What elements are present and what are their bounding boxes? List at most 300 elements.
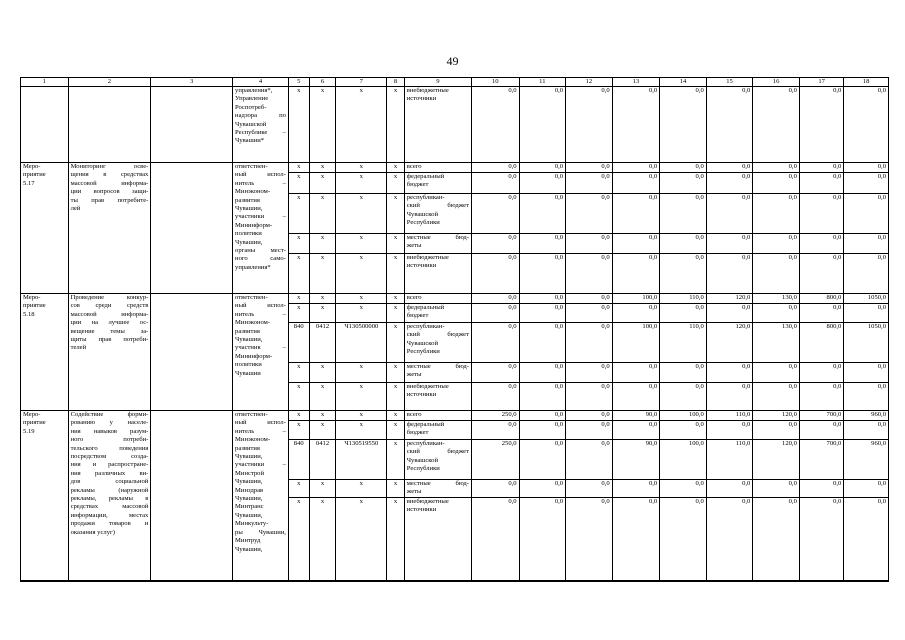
value-cell: 0,0 [753,363,800,383]
executor-cell-line: Минэконом- [235,188,271,196]
column-number: 7 [336,78,387,87]
value-cell: 0,0 [753,194,800,234]
value-cell: 0,0 [844,363,889,383]
value-cell: 0,0 [753,383,800,411]
measure-label-line: Меро- [23,163,41,170]
measure-name-line: вещение темы за- [70,327,149,335]
value-cell: 0,0 [844,383,889,411]
source-cell [404,194,471,234]
code-cell: x [288,411,309,421]
source-cell-line: федеральный [406,173,445,180]
measure-name-line: ния навыков разум- [70,427,149,435]
table-bottom-rule [20,581,889,582]
source-cell [404,173,471,194]
measure-name-line: ции на лучшее ос- [70,319,149,327]
value-cell: 1050,0 [844,323,889,363]
executor-cell-line: Минстрой [235,469,264,477]
value-cell: 0,0 [844,163,889,173]
code-cell: x [387,498,405,581]
value-cell: 0,0 [471,421,519,440]
table-row [21,163,889,173]
column-number: 5 [288,78,309,87]
value-cell: 0,0 [612,163,660,173]
source-cell-line: всего [406,294,422,301]
measure-name-line: оказания услуг) [70,528,115,536]
value-cell: 0,0 [660,194,707,234]
executor-cell-line: ный испол- [235,171,286,179]
measure-name-line: посредством созда- [70,453,149,461]
source-cell-line: всего [406,411,422,418]
value-cell: 0,0 [844,173,889,194]
x-cell: x [309,87,336,163]
blank-cell [68,87,151,163]
measure-label-line: 5.19 [23,427,35,435]
value-cell: 0,0 [706,480,753,498]
code-cell: x [387,173,405,194]
value-cell: 0,0 [471,498,519,581]
value-cell: 0,0 [471,234,519,254]
code-cell: x [288,498,309,581]
value-cell: 100,0 [612,294,660,304]
code-cell: x [387,254,405,294]
value-cell: 0,0 [519,421,566,440]
measure-name-line: Содействие форми- [70,411,149,418]
value-cell: 0,0 [844,421,889,440]
value-cell: 0,0 [612,173,660,194]
executor-cell-line: Минэконом- [235,436,271,444]
value-cell: 250,0 [471,411,519,421]
column-number: 15 [706,78,753,87]
value-cell: 0,0 [612,383,660,411]
code-cell: 0412 [309,440,336,480]
executor-cell [233,294,289,411]
value-cell: 130,0 [753,294,800,304]
executor-cell-line: органы мест- [235,247,286,255]
measure-name-line: ции вопросов защи- [70,188,149,196]
value-cell: 110,0 [660,294,707,304]
value-cell: 0,0 [566,498,613,581]
value-cell: 0,0 [471,194,519,234]
page-number: 49 [446,54,459,68]
code-cell: x [387,421,405,440]
value-cell: 0,0 [844,194,889,234]
executor-cell-line: Минтруд [235,537,261,545]
source-cell-line: бюджет [406,312,429,320]
column-number-row [21,78,889,87]
value-cell: 0,0 [660,87,707,163]
measure-name-line: щиты прав потреби- [70,336,149,344]
code-cell: x [336,294,387,304]
value-cell: 960,0 [844,411,889,421]
executor-cell-line: Минкульту- [235,520,269,528]
code-cell: x [288,234,309,254]
value-cell: 100,0 [612,323,660,363]
value-cell: 0,0 [660,421,707,440]
continuation-row [21,87,889,163]
value-cell: 0,0 [519,383,566,411]
source-cell-line: жеты [406,488,422,496]
executor-cell-line: Управление [235,95,269,103]
value-cell: 0,0 [566,411,613,421]
code-cell: x [309,173,336,194]
column-number: 4 [233,78,289,87]
value-cell: 0,0 [566,323,613,363]
code-cell: 0412 [309,323,336,363]
column-number: 17 [799,78,843,87]
measure-name-line: щения в средствах [70,171,149,179]
code-cell: x [387,304,405,323]
value-cell: 960,0 [844,440,889,480]
measure-name [68,411,151,581]
measure-label [21,294,69,411]
executor-cell-line: Чувашской [235,120,267,128]
value-cell: 100,0 [660,411,707,421]
source-cell [404,498,471,581]
executor-cell-line: Мининформ- [235,221,273,229]
value-cell: 0,0 [566,440,613,480]
code-cell: x [387,363,405,383]
value-cell: 0,0 [844,87,889,163]
measure-name [68,294,151,411]
source-cell [404,87,471,163]
executor-cell [233,87,289,163]
value-cell: 0,0 [519,480,566,498]
value-cell: 0,0 [566,383,613,411]
source-cell-line: местные бюд- [406,234,469,241]
executor-cell [233,163,289,294]
value-cell: 120,0 [706,323,753,363]
executor-cell-line: Минэконом- [235,319,271,327]
column-number: 6 [309,78,336,87]
source-cell [404,254,471,294]
executor-cell-line: надзора по [235,112,286,120]
measure-name-line: массовой информа- [70,310,149,318]
x-cell: x [288,87,309,163]
value-cell: 0,0 [753,234,800,254]
value-cell: 0,0 [471,163,519,173]
value-cell: 0,0 [519,194,566,234]
value-cell: 0,0 [519,87,566,163]
source-cell-line: ский бюджет [406,331,469,339]
value-cell: 700,0 [799,411,843,421]
value-cell: 0,0 [799,163,843,173]
code-cell: Ч130500000 [336,323,387,363]
value-cell: 250,0 [471,440,519,480]
source-cell [404,323,471,363]
source-cell-line: бюджет [406,181,429,189]
executor-cell-line: Чувашии, [235,336,263,344]
source-cell-line: источники [406,95,437,103]
source-cell-line: внебюджетные [406,383,449,390]
value-cell: 800,0 [799,294,843,304]
value-cell: 0,0 [471,480,519,498]
value-cell: 800,0 [799,323,843,363]
executor-cell-line: политики [235,230,262,238]
value-cell: 90,0 [612,440,660,480]
value-cell: 110,0 [706,440,753,480]
measure-name-line: ния различных ви- [70,469,149,477]
executor-cell-line: политики [235,361,262,369]
code-cell: x [309,234,336,254]
column-number: 14 [660,78,707,87]
value-cell: 0,0 [519,498,566,581]
value-cell: 700,0 [799,440,843,480]
value-cell: 0,0 [612,254,660,294]
source-cell-line: федеральный [406,304,445,311]
column-number: 10 [471,78,519,87]
code-cell: x [336,163,387,173]
code-cell: 840 [288,440,309,480]
value-cell: 0,0 [753,421,800,440]
executor-cell-line: ный испол- [235,302,286,310]
code-cell: x [336,421,387,440]
source-cell-line: федеральный [406,421,445,428]
code-cell: x [288,254,309,294]
code-cell: x [288,480,309,498]
value-cell: 0,0 [519,163,566,173]
value-cell: 120,0 [706,294,753,304]
executor-cell-line: Чувашии [235,369,261,377]
executor-cell-line: ответствен- [235,294,268,301]
value-cell: 0,0 [519,363,566,383]
column-number: 12 [566,78,613,87]
source-cell-line: Чувашской [406,210,438,218]
code-cell: x [288,383,309,411]
column-number: 13 [612,78,660,87]
source-cell-line: бюджет [406,429,429,437]
value-cell: 0,0 [660,163,707,173]
code-cell: x [309,363,336,383]
code-cell: x [309,498,336,581]
measure-name-line: Мониторинг осве- [70,163,149,170]
value-cell: 0,0 [660,383,707,411]
value-cell: 110,0 [706,411,753,421]
code-cell: x [336,304,387,323]
value-cell: 0,0 [799,480,843,498]
table-row [21,294,889,304]
blank-cell [21,87,69,163]
value-cell: 0,0 [566,363,613,383]
value-cell: 0,0 [706,173,753,194]
source-cell-line: Республики [406,219,440,227]
code-cell: Ч130519550 [336,440,387,480]
measure-name-line: информации, местах [70,511,149,519]
executor-cell-line: нитель – [235,310,286,318]
code-cell: x [288,421,309,440]
measure-name-line: рекламы, рекламы в [70,495,149,503]
measure-label-line: Меро- [23,294,41,301]
value-cell: 0,0 [566,163,613,173]
code-cell: x [387,323,405,363]
code-cell: x [387,234,405,254]
value-cell: 0,0 [519,323,566,363]
measure-name-line: средствах массовой [70,503,149,511]
value-cell: 0,0 [706,87,753,163]
value-cell: 100,0 [660,440,707,480]
source-cell [404,294,471,304]
code-cell: x [288,163,309,173]
source-cell [404,440,471,480]
source-cell-line: Республики [406,465,440,473]
source-cell [404,234,471,254]
code-cell: x [288,194,309,234]
code-cell: x [309,254,336,294]
value-cell: 0,0 [753,480,800,498]
blank-cell [151,411,233,581]
value-cell: 0,0 [566,254,613,294]
source-cell-line: внебюджетные [406,87,449,94]
value-cell: 90,0 [612,411,660,421]
value-cell: 0,0 [566,421,613,440]
value-cell: 0,0 [844,480,889,498]
code-cell: x [387,383,405,411]
value-cell: 0,0 [660,498,707,581]
value-cell: 0,0 [706,254,753,294]
value-cell: 0,0 [471,363,519,383]
source-cell-line: республикан- [406,440,445,447]
source-cell-line: источники [406,391,437,399]
value-cell: 0,0 [706,304,753,323]
executor-cell-line: управления* [235,263,271,271]
value-cell: 0,0 [706,194,753,234]
value-cell: 0,0 [612,304,660,323]
measure-label [21,163,69,294]
value-cell: 0,0 [799,173,843,194]
budget-table [20,77,889,581]
value-cell: 0,0 [519,173,566,194]
source-cell-line: Чувашской [406,339,438,347]
executor-cell-line: Мининформ- [235,352,273,360]
value-cell: 0,0 [660,363,707,383]
measure-name-line: телей [70,344,87,352]
code-cell: x [309,411,336,421]
executor-cell-line: участники – [235,213,286,221]
source-cell-line: внебюджетные [406,498,449,505]
measure-label [21,411,69,581]
value-cell: 0,0 [706,498,753,581]
executor-cell-line: ный испол- [235,419,286,427]
value-cell: 0,0 [471,383,519,411]
executor-cell [233,411,289,581]
source-cell-line: местные бюд- [406,480,469,487]
code-cell: x [336,194,387,234]
value-cell: 0,0 [753,254,800,294]
column-number: 8 [387,78,405,87]
code-cell: x [387,163,405,173]
column-number: 16 [753,78,800,87]
value-cell: 0,0 [612,421,660,440]
code-cell: x [309,163,336,173]
value-cell: 0,0 [566,304,613,323]
executor-cell-line: Чувашии, [235,478,263,486]
source-cell-line: всего [406,163,422,170]
value-cell: 0,0 [799,304,843,323]
value-cell: 0,0 [519,440,566,480]
value-cell: 0,0 [660,173,707,194]
code-cell: x [288,294,309,304]
blank-cell [151,163,233,294]
value-cell: 0,0 [612,234,660,254]
source-cell-line: местные бюд- [406,363,469,370]
code-cell: x [336,383,387,411]
source-cell-line: источники [406,506,437,514]
measure-name-line: продажи товаров и [70,520,149,528]
table-row [21,411,889,421]
measure-name-line: рованию у населе- [70,419,149,427]
executor-cell-line: ответствен- [235,163,268,170]
value-cell: 0,0 [519,234,566,254]
executor-cell-line: развития [235,196,260,204]
code-cell: x [288,304,309,323]
value-cell: 0,0 [753,163,800,173]
executor-cell-line: Минздрав [235,486,264,494]
column-number: 9 [404,78,471,87]
value-cell: 0,0 [660,234,707,254]
column-number: 18 [844,78,889,87]
source-cell [404,363,471,383]
measure-label-line: 5.17 [23,179,35,187]
source-cell [404,304,471,323]
value-cell: 0,0 [844,304,889,323]
source-cell [404,383,471,411]
value-cell: 0,0 [471,173,519,194]
source-cell-line: Республики [406,348,440,356]
value-cell: 0,0 [660,254,707,294]
code-cell: x [336,234,387,254]
source-cell-line: жеты [406,371,422,379]
code-cell: x [387,440,405,480]
column-number: 2 [68,78,151,87]
value-cell: 0,0 [471,323,519,363]
executor-cell-line: ного само- [235,255,286,263]
column-number: 1 [21,78,69,87]
measure-label-line: Меро- [23,411,41,418]
x-cell: x [387,87,405,163]
value-cell: 0,0 [471,87,519,163]
code-cell: 840 [288,323,309,363]
value-cell: 0,0 [844,498,889,581]
source-cell [404,480,471,498]
value-cell: 0,0 [753,304,800,323]
measure-label-line: приятие [23,419,46,427]
measure-name-line: тельского поведения [70,444,149,452]
measure-name-line: лей [70,205,81,213]
value-cell: 0,0 [799,363,843,383]
value-cell: 0,0 [566,234,613,254]
value-cell: 0,0 [519,411,566,421]
value-cell: 110,0 [660,323,707,363]
value-cell: 1050,0 [844,294,889,304]
value-cell: 0,0 [612,363,660,383]
value-cell: 0,0 [471,254,519,294]
executor-cell-line: развития [235,327,260,335]
code-cell: x [336,254,387,294]
code-cell: x [336,480,387,498]
value-cell: 0,0 [519,304,566,323]
executor-cell-line: нитель – [235,179,286,187]
blank-cell [151,294,233,411]
value-cell: 120,0 [753,440,800,480]
value-cell: 0,0 [612,498,660,581]
value-cell: 0,0 [706,383,753,411]
source-cell [404,411,471,421]
measure-label-line: 5.18 [23,310,35,318]
value-cell: 0,0 [706,163,753,173]
value-cell: 0,0 [799,234,843,254]
measure-name-line: ния и распростране- [70,461,149,469]
executor-cell-line: Чувашии, [235,495,263,503]
executor-cell-line: Минтранс [235,503,264,511]
